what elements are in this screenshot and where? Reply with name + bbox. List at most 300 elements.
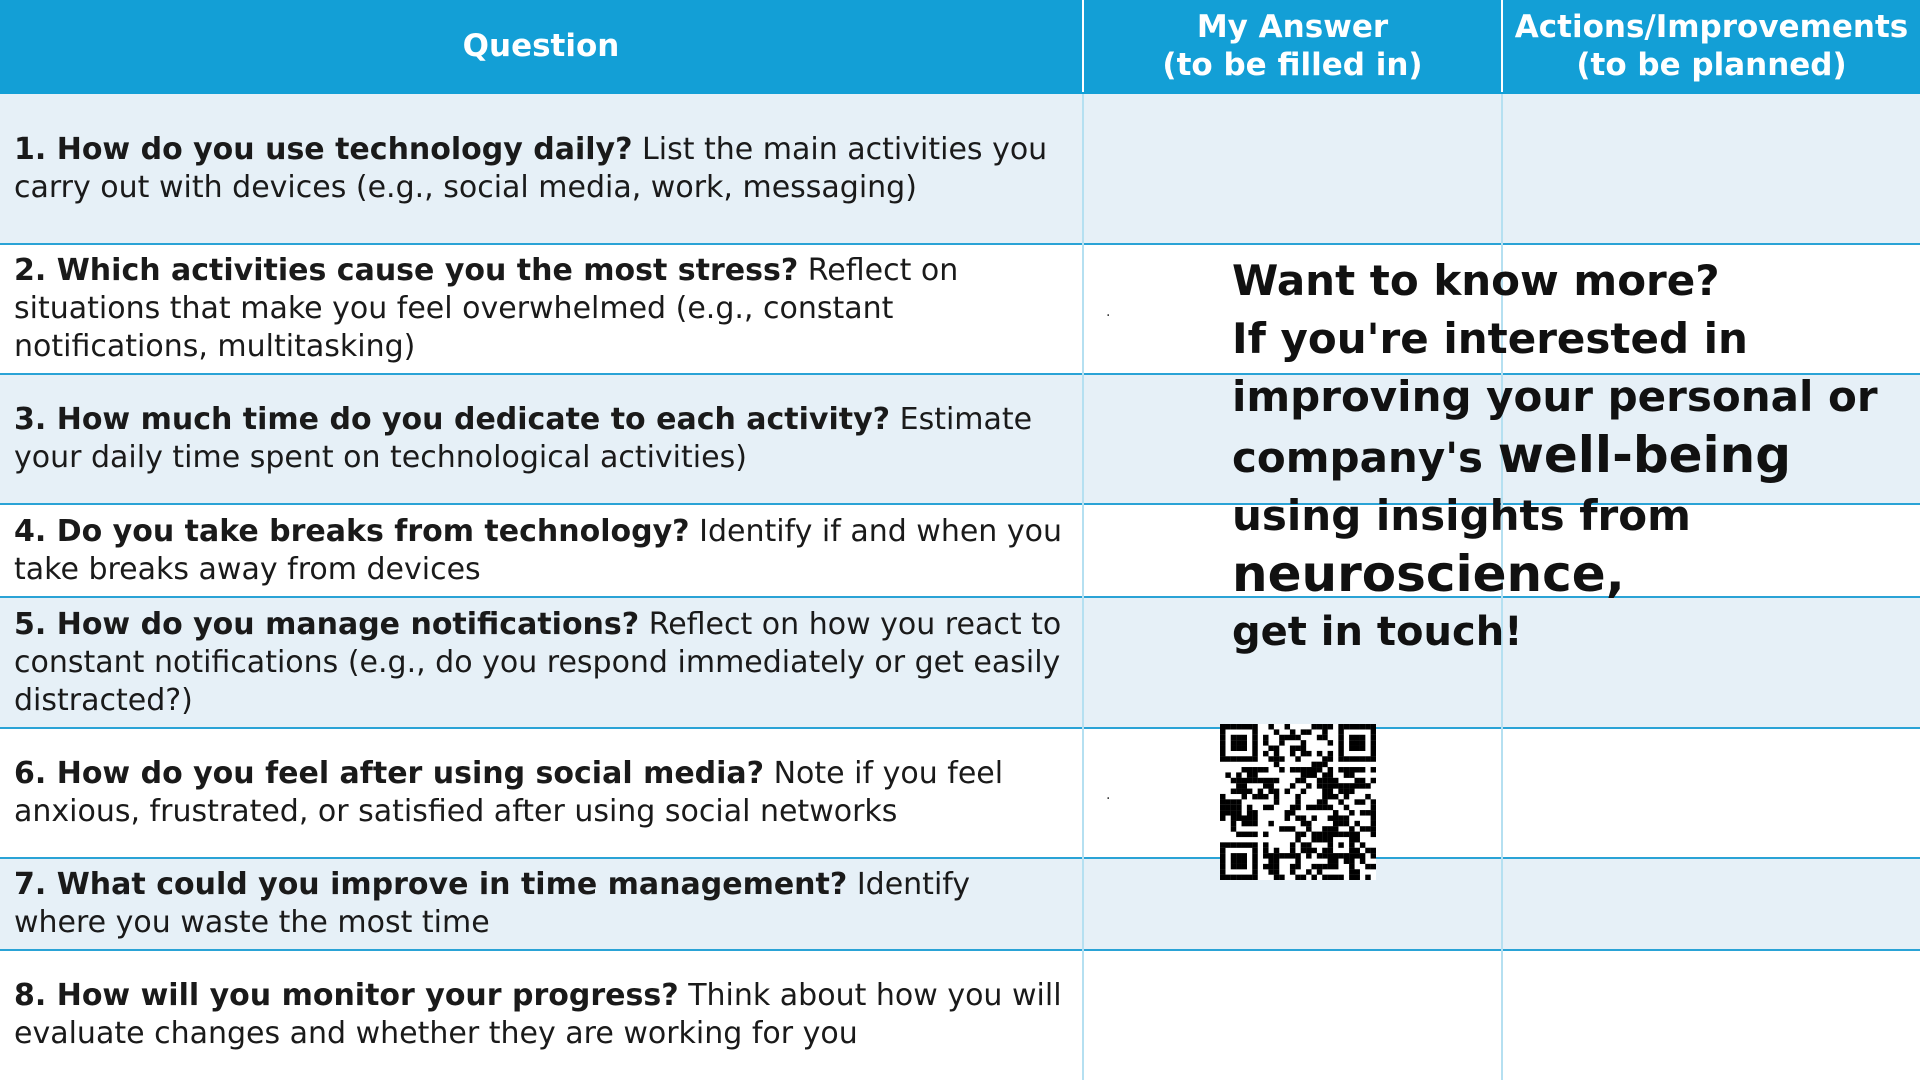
qr-module	[1338, 746, 1343, 751]
qr-module	[1263, 832, 1268, 837]
qr-module	[1242, 767, 1247, 772]
qr-module	[1354, 735, 1359, 740]
qr-module	[1328, 751, 1333, 756]
qr-module	[1295, 767, 1300, 772]
qr-module	[1322, 762, 1327, 767]
qr-module	[1225, 799, 1230, 804]
qr-module	[1279, 826, 1284, 831]
qr-module	[1354, 869, 1359, 874]
qr-module	[1360, 778, 1365, 783]
answer-mark: .	[1106, 787, 1111, 804]
question-cell: 1. How do you use technology daily? List the main activities you carry out with devices (e.g., social media, work, messaging)	[0, 93, 1083, 244]
qr-module	[1301, 842, 1306, 847]
promo-line: get in touch!	[1232, 609, 1523, 655]
qr-module	[1328, 826, 1333, 831]
qr-module	[1360, 842, 1365, 847]
qr-module	[1328, 805, 1333, 810]
qr-module	[1328, 815, 1333, 820]
question-cell: 2. Which activities cause you the most stress? Reflect on situations that make you feel overwhelmed (e.g., constant notifications, multitasking)	[0, 244, 1083, 374]
qr-module	[1263, 842, 1268, 847]
qr-module	[1242, 735, 1247, 740]
qr-module	[1328, 724, 1333, 729]
qr-module	[1247, 789, 1252, 794]
qr-module	[1338, 735, 1343, 740]
qr-module	[1333, 810, 1338, 815]
qr-module	[1252, 842, 1257, 847]
qr-module	[1290, 805, 1295, 810]
qr-module	[1220, 815, 1225, 820]
qr-module	[1236, 756, 1241, 761]
qr-module	[1295, 864, 1300, 869]
qr-module	[1231, 735, 1236, 740]
qr-module	[1371, 853, 1376, 858]
qr-module	[1349, 869, 1354, 874]
action-cell[interactable]	[1502, 950, 1920, 1080]
qr-module	[1231, 789, 1236, 794]
action-cell[interactable]	[1502, 858, 1920, 950]
qr-module	[1317, 837, 1322, 842]
promo-line: improving your personal or	[1232, 372, 1878, 421]
qr-module	[1279, 740, 1284, 745]
qr-module	[1322, 772, 1327, 777]
qr-module	[1322, 724, 1327, 729]
qr-module	[1274, 799, 1279, 804]
qr-module	[1317, 853, 1322, 858]
qr-module	[1295, 837, 1300, 842]
qr-module	[1301, 767, 1306, 772]
qr-module	[1365, 864, 1370, 869]
qr-module	[1285, 724, 1290, 729]
qr-module	[1285, 815, 1290, 820]
qr-module	[1242, 746, 1247, 751]
qr-module	[1322, 729, 1327, 734]
qr-module	[1220, 799, 1225, 804]
qr-module	[1252, 853, 1257, 858]
qr-module	[1338, 756, 1343, 761]
qr-module	[1306, 821, 1311, 826]
qr-module	[1338, 740, 1343, 745]
qr-module	[1306, 848, 1311, 853]
qr-module	[1242, 740, 1247, 745]
qr-module	[1311, 762, 1316, 767]
qr-module	[1285, 853, 1290, 858]
action-cell[interactable]	[1502, 93, 1920, 244]
promo-line: Want to know more?	[1232, 256, 1720, 305]
qr-module	[1306, 751, 1311, 756]
qr-module	[1349, 783, 1354, 788]
qr-module	[1365, 724, 1370, 729]
qr-module	[1263, 767, 1268, 772]
qr-module	[1317, 869, 1322, 874]
qr-module	[1236, 746, 1241, 751]
qr-module	[1311, 875, 1316, 880]
qr-module	[1247, 724, 1252, 729]
qr-module	[1333, 815, 1338, 820]
qr-module	[1225, 756, 1230, 761]
qr-module	[1242, 832, 1247, 837]
qr-module	[1338, 842, 1343, 847]
qr-module	[1301, 848, 1306, 853]
qr-module	[1242, 724, 1247, 729]
qr-module	[1225, 805, 1230, 810]
qr-module	[1225, 724, 1230, 729]
qr-module	[1365, 826, 1370, 831]
qr-module	[1295, 815, 1300, 820]
question-cell: 5. How do you manage notifications? Reflect on how you react to constant notifications (e.g., do you respond immediately or get easily distracted?)	[0, 597, 1083, 727]
qr-module	[1295, 756, 1300, 761]
qr-module	[1328, 858, 1333, 863]
qr-module	[1354, 821, 1359, 826]
qr-module	[1344, 805, 1349, 810]
qr-module	[1252, 772, 1257, 777]
qr-module	[1279, 875, 1284, 880]
qr-module	[1306, 842, 1311, 847]
qr-module	[1338, 767, 1343, 772]
qr-module	[1252, 821, 1257, 826]
qr-module	[1349, 837, 1354, 842]
qr-module	[1263, 778, 1268, 783]
qr-module	[1322, 794, 1327, 799]
qr-module	[1290, 842, 1295, 847]
qr-module	[1220, 875, 1225, 880]
qr-module	[1349, 826, 1354, 831]
qr-module	[1236, 875, 1241, 880]
qr-module	[1220, 864, 1225, 869]
qr-module	[1322, 832, 1327, 837]
qr-module	[1344, 794, 1349, 799]
qr-module	[1236, 799, 1241, 804]
qr-module	[1371, 767, 1376, 772]
qr-module	[1333, 794, 1338, 799]
qr-module	[1252, 848, 1257, 853]
qr-module	[1349, 789, 1354, 794]
qr-module	[1268, 853, 1273, 858]
qr-module	[1263, 805, 1268, 810]
qr-module	[1295, 832, 1300, 837]
qr-module	[1295, 853, 1300, 858]
qr-module	[1225, 842, 1230, 847]
qr-module	[1290, 810, 1295, 815]
qr-module	[1274, 751, 1279, 756]
qr-module	[1236, 810, 1241, 815]
qr-module	[1371, 746, 1376, 751]
qr-module	[1220, 740, 1225, 745]
qr-module	[1274, 789, 1279, 794]
qr-module	[1322, 837, 1327, 842]
qr-module	[1333, 853, 1338, 858]
qr-module	[1231, 875, 1236, 880]
qr-module	[1236, 815, 1241, 820]
qr-module	[1263, 751, 1268, 756]
qr-module	[1290, 864, 1295, 869]
qr-module	[1231, 778, 1236, 783]
qr-module	[1349, 767, 1354, 772]
qr-module	[1231, 724, 1236, 729]
qr-module	[1274, 848, 1279, 853]
qr-module	[1311, 864, 1316, 869]
qr-module	[1338, 832, 1343, 837]
qr-module	[1247, 821, 1252, 826]
qr-module	[1354, 767, 1359, 772]
qr-module	[1311, 832, 1316, 837]
qr-module	[1247, 805, 1252, 810]
qr-module	[1349, 864, 1354, 869]
qr-module	[1231, 853, 1236, 858]
qr-module	[1333, 783, 1338, 788]
qr-module	[1301, 740, 1306, 745]
qr-module	[1354, 799, 1359, 804]
qr-module	[1290, 767, 1295, 772]
qr-module	[1338, 815, 1343, 820]
qr-module	[1220, 746, 1225, 751]
qr-module	[1365, 756, 1370, 761]
qr-module	[1306, 805, 1311, 810]
qr-module	[1242, 858, 1247, 863]
qr-module	[1285, 789, 1290, 794]
qr-module	[1252, 724, 1257, 729]
qr-module	[1236, 858, 1241, 863]
qr-module	[1220, 869, 1225, 874]
qr-module	[1301, 832, 1306, 837]
qr-module	[1247, 778, 1252, 783]
qr-module	[1349, 756, 1354, 761]
qr-module	[1252, 858, 1257, 863]
qr-module	[1268, 869, 1273, 874]
qr-module	[1258, 778, 1263, 783]
qr-module	[1333, 832, 1338, 837]
answer-mark: .	[1106, 303, 1111, 320]
qr-module	[1301, 875, 1306, 880]
qr-module	[1349, 746, 1354, 751]
qr-module	[1247, 832, 1252, 837]
qr-module	[1317, 778, 1322, 783]
qr-module	[1242, 842, 1247, 847]
qr-module	[1242, 875, 1247, 880]
qr-module	[1371, 751, 1376, 756]
qr-module	[1333, 826, 1338, 831]
qr-module	[1274, 778, 1279, 783]
qr-module	[1317, 767, 1322, 772]
qr-module	[1333, 821, 1338, 826]
qr-module	[1371, 826, 1376, 831]
promo-line: using insights from	[1232, 491, 1691, 540]
qr-module	[1236, 724, 1241, 729]
qr-module	[1231, 740, 1236, 745]
qr-module	[1236, 772, 1241, 777]
qr-module	[1360, 810, 1365, 815]
qr-module	[1295, 805, 1300, 810]
qr-module	[1311, 848, 1316, 853]
qr-module	[1263, 853, 1268, 858]
qr-module	[1231, 821, 1236, 826]
qr-module	[1354, 875, 1359, 880]
qr-module	[1231, 815, 1236, 820]
qr-module	[1317, 832, 1322, 837]
qr-module	[1371, 848, 1376, 853]
question-cell: 6. How do you feel after using social media? Note if you feel anxious, frustrated, or satisfied after using social networks	[0, 728, 1083, 858]
qr-module	[1252, 832, 1257, 837]
qr-module	[1338, 789, 1343, 794]
qr-module	[1242, 815, 1247, 820]
qr-code-icon	[1220, 724, 1376, 880]
qr-module	[1295, 794, 1300, 799]
qr-module	[1258, 794, 1263, 799]
qr-module	[1344, 858, 1349, 863]
header-my-answer: My Answer (to be filled in)	[1083, 0, 1502, 93]
qr-module	[1360, 767, 1365, 772]
qr-module	[1290, 746, 1295, 751]
qr-module	[1344, 853, 1349, 858]
qr-module	[1371, 864, 1376, 869]
qr-module	[1220, 858, 1225, 863]
qr-module	[1317, 783, 1322, 788]
qr-module	[1344, 832, 1349, 837]
qr-module	[1247, 875, 1252, 880]
qr-module	[1333, 858, 1338, 863]
qr-module	[1252, 767, 1257, 772]
qr-module	[1349, 832, 1354, 837]
qr-module	[1322, 735, 1327, 740]
qr-module	[1290, 869, 1295, 874]
qr-module	[1354, 853, 1359, 858]
qr-code[interactable]	[1220, 724, 1376, 880]
qr-module	[1360, 826, 1365, 831]
qr-module	[1220, 810, 1225, 815]
qr-module	[1365, 783, 1370, 788]
qr-module	[1349, 735, 1354, 740]
qr-module	[1279, 767, 1284, 772]
qr-module	[1354, 740, 1359, 745]
qr-module	[1231, 810, 1236, 815]
qr-module	[1274, 794, 1279, 799]
qr-module	[1242, 853, 1247, 858]
qr-module	[1328, 853, 1333, 858]
qr-module	[1338, 729, 1343, 734]
qr-module	[1371, 815, 1376, 820]
header-actions-improvements: Actions/Improvements (to be planned)	[1502, 0, 1920, 93]
qr-module	[1252, 746, 1257, 751]
qr-module	[1268, 805, 1273, 810]
qr-module	[1236, 832, 1241, 837]
qr-module	[1371, 729, 1376, 734]
qr-module	[1252, 815, 1257, 820]
qr-module	[1322, 826, 1327, 831]
table-row	[0, 728, 1920, 858]
qr-module	[1371, 735, 1376, 740]
qr-module	[1349, 772, 1354, 777]
qr-module	[1252, 864, 1257, 869]
qr-module	[1333, 778, 1338, 783]
qr-module	[1371, 821, 1376, 826]
qr-module	[1360, 853, 1365, 858]
qr-module	[1365, 810, 1370, 815]
qr-module	[1311, 805, 1316, 810]
qr-module	[1242, 789, 1247, 794]
qr-module	[1349, 848, 1354, 853]
qr-module	[1328, 789, 1333, 794]
qr-module	[1301, 778, 1306, 783]
promo-line: If you're interested in	[1232, 314, 1748, 363]
qr-module	[1236, 783, 1241, 788]
qr-module	[1322, 864, 1327, 869]
qr-module	[1295, 778, 1300, 783]
qr-module	[1344, 815, 1349, 820]
qr-module	[1322, 805, 1327, 810]
qr-module	[1306, 853, 1311, 858]
qr-module	[1285, 810, 1290, 815]
qr-module	[1263, 735, 1268, 740]
qr-module	[1268, 783, 1273, 788]
qr-module	[1311, 815, 1316, 820]
qr-module	[1306, 783, 1311, 788]
table-row	[0, 858, 1920, 950]
qr-module	[1322, 853, 1327, 858]
action-cell[interactable]	[1502, 728, 1920, 858]
qr-module	[1306, 772, 1311, 777]
qr-module	[1274, 729, 1279, 734]
qr-module	[1371, 778, 1376, 783]
qr-module	[1301, 821, 1306, 826]
qr-module	[1354, 783, 1359, 788]
qr-module	[1252, 740, 1257, 745]
qr-module	[1279, 756, 1284, 761]
question-cell: 8. How will you monitor your progress? Think about how you will evaluate changes and whether they are working for you	[0, 950, 1083, 1080]
qr-module	[1274, 756, 1279, 761]
qr-module	[1268, 821, 1273, 826]
qr-module	[1371, 740, 1376, 745]
qr-module	[1338, 724, 1343, 729]
qr-module	[1360, 783, 1365, 788]
answer-cell[interactable]	[1083, 950, 1502, 1080]
qr-module	[1317, 762, 1322, 767]
qr-module	[1344, 783, 1349, 788]
qr-module	[1285, 735, 1290, 740]
qr-module	[1268, 746, 1273, 751]
qr-module	[1328, 767, 1333, 772]
qr-module	[1328, 842, 1333, 847]
qr-module	[1236, 864, 1241, 869]
qr-module	[1371, 724, 1376, 729]
qr-module	[1344, 772, 1349, 777]
qr-module	[1295, 746, 1300, 751]
qr-module	[1290, 729, 1295, 734]
qr-module	[1258, 789, 1263, 794]
qr-module	[1354, 848, 1359, 853]
qr-module	[1220, 751, 1225, 756]
qr-module	[1344, 756, 1349, 761]
qr-module	[1295, 875, 1300, 880]
qr-module	[1354, 724, 1359, 729]
qr-module	[1236, 740, 1241, 745]
contact-promo	[1232, 252, 1912, 661]
answer-cell[interactable]	[1083, 93, 1502, 244]
qr-module	[1328, 740, 1333, 745]
qr-module	[1349, 740, 1354, 745]
qr-module	[1360, 858, 1365, 863]
qr-module	[1338, 799, 1343, 804]
qr-module	[1349, 858, 1354, 863]
qr-module	[1290, 783, 1295, 788]
qr-module	[1344, 724, 1349, 729]
qr-module	[1231, 842, 1236, 847]
header-row	[0, 0, 1920, 93]
qr-module	[1252, 729, 1257, 734]
qr-module	[1236, 853, 1241, 858]
qr-module	[1360, 735, 1365, 740]
qr-module	[1231, 826, 1236, 831]
qr-module	[1274, 746, 1279, 751]
qr-module	[1349, 853, 1354, 858]
